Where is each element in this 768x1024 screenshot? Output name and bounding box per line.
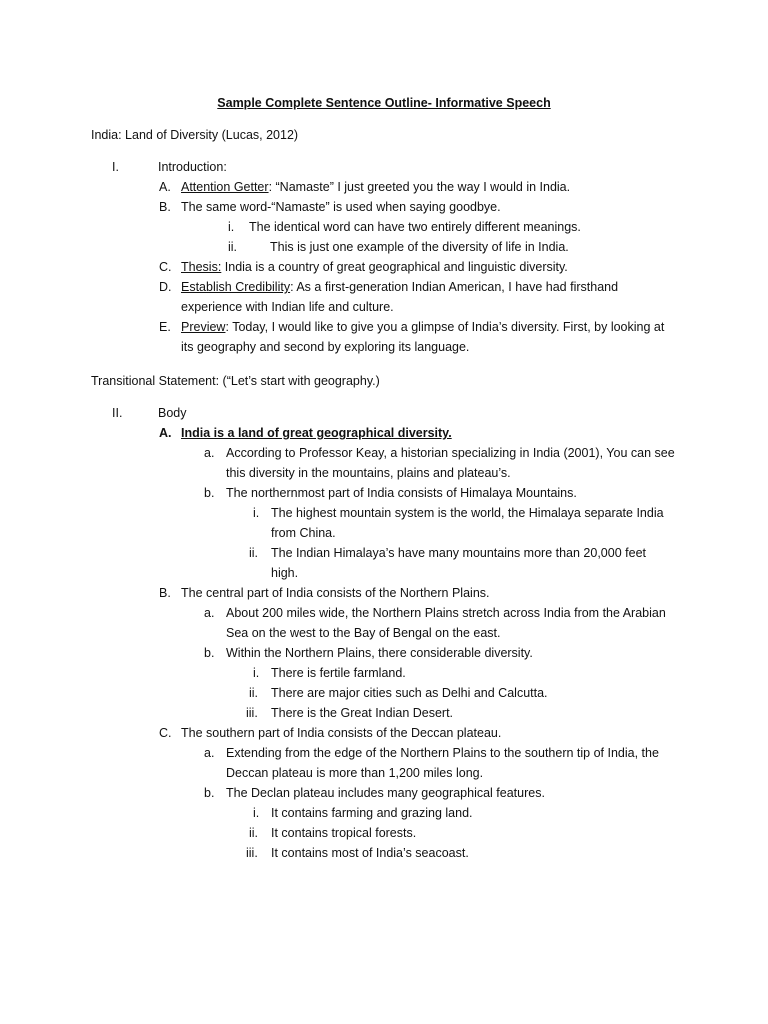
- document-title: Sample Complete Sentence Outline- Informative Speech: [217, 96, 551, 110]
- transitional-statement: Transitional Statement: (“Let’s start with geography.): [91, 374, 380, 388]
- outline-text: There is the Great Indian Desert.: [271, 706, 454, 720]
- outline-text: [181, 317, 664, 337]
- outline-label: i.: [253, 806, 260, 820]
- outline-label: E.: [159, 320, 171, 334]
- outline-text-continued: Sea on the west to the Bay of Bengal on the east.: [226, 626, 501, 640]
- outline-text-continued: from China.: [271, 526, 336, 540]
- outline-label: B.: [159, 200, 171, 214]
- outline-label: C.: [159, 260, 172, 274]
- outline-text: The Indian Himalaya’s have many mountains more than 20,000 feet: [271, 546, 646, 560]
- outline-label: ii.: [249, 686, 259, 700]
- outline-text: The Declan plateau includes many geographical features.: [226, 786, 545, 800]
- outline-text: [181, 177, 570, 197]
- outline-label: iii.: [246, 846, 258, 860]
- outline-label: iii.: [246, 706, 258, 720]
- outline-text: [181, 257, 568, 277]
- main-point: India is a land of great geographical diversity.: [181, 426, 452, 440]
- outline-text-continued: its geography and second by exploring its language.: [181, 340, 470, 354]
- key-term: Preview: [181, 320, 226, 334]
- main-point: The southern part of India consists of the Deccan plateau.: [181, 726, 502, 740]
- outline-label: b.: [204, 646, 215, 660]
- outline-label: i.: [253, 666, 260, 680]
- key-term: Establish Credibility: [181, 280, 291, 294]
- outline-text: The highest mountain system is the world, the Himalaya separate India: [271, 506, 664, 520]
- section-numeral: I.: [112, 160, 119, 174]
- outline-label: ii.: [228, 240, 238, 254]
- outline-text: There is fertile farmland.: [271, 666, 406, 680]
- outline-label: C.: [159, 726, 172, 740]
- outline-text: [181, 277, 618, 297]
- section-heading: Introduction:: [158, 160, 227, 174]
- outline-text: The same word-“Namaste” is used when saying goodbye.: [181, 200, 501, 214]
- outline-label: i.: [253, 506, 260, 520]
- outline-text: The identical word can have two entirely different meanings.: [249, 220, 581, 234]
- key-term: Attention Getter: [181, 180, 269, 194]
- speech-topic: India: Land of Diversity (Lucas, 2012): [91, 128, 299, 142]
- outline-text: It contains farming and grazing land.: [271, 806, 473, 820]
- outline-text-rest: : “Namaste” I just greeted you the way I would in India.: [268, 180, 571, 194]
- outline-text: It contains most of India’s seacoast.: [271, 846, 469, 860]
- outline-text: This is just one example of the diversity of life in India.: [270, 240, 569, 254]
- outline-label: ii.: [249, 546, 259, 560]
- outline-text: The northernmost part of India consists of Himalaya Mountains.: [226, 486, 577, 500]
- outline-label: A.: [159, 426, 172, 440]
- outline-text-continued: experience with Indian life and culture.: [181, 300, 394, 314]
- outline-text-rest: : As a first-generation Indian American, I have had firsthand: [290, 280, 619, 294]
- outline-text: According to Professor Keay, a historian specializing in India (2001), You can see: [226, 446, 675, 460]
- outline-label: i.: [228, 220, 235, 234]
- outline-text-continued: high.: [271, 566, 299, 580]
- outline-label: D.: [159, 280, 172, 294]
- section-heading: Body: [158, 406, 187, 420]
- outline-label: A.: [159, 180, 171, 194]
- outline-label: a.: [204, 446, 215, 460]
- outline-label: a.: [204, 746, 215, 760]
- outline-text-continued: Deccan plateau is more than 1,200 miles long.: [226, 766, 484, 780]
- section-numeral: II.: [112, 406, 123, 420]
- outline-label: ii.: [249, 826, 259, 840]
- outline-text-continued: this diversity in the mountains, plains and plateau’s.: [226, 466, 511, 480]
- outline-text-rest: India is a country of great geographical and linguistic diversity.: [221, 260, 568, 274]
- outline-label: B.: [159, 586, 171, 600]
- outline-text: About 200 miles wide, the Northern Plains stretch across India from the Arabian: [226, 606, 666, 620]
- outline-text-rest: : Today, I would like to give you a glimpse of India’s diversity. First, by looking at: [225, 320, 665, 334]
- outline-text: Extending from the edge of the Northern Plains to the southern tip of India, the: [226, 746, 659, 760]
- outline-label: b.: [204, 486, 215, 500]
- outline-label: b.: [204, 786, 215, 800]
- key-term: Thesis:: [181, 260, 222, 274]
- outline-text: There are major cities such as Delhi and Calcutta.: [271, 686, 548, 700]
- outline-text: It contains tropical forests.: [271, 826, 417, 840]
- main-point: The central part of India consists of the Northern Plains.: [181, 586, 490, 600]
- outline-text: Within the Northern Plains, there considerable diversity.: [226, 646, 533, 660]
- outline-label: a.: [204, 606, 215, 620]
